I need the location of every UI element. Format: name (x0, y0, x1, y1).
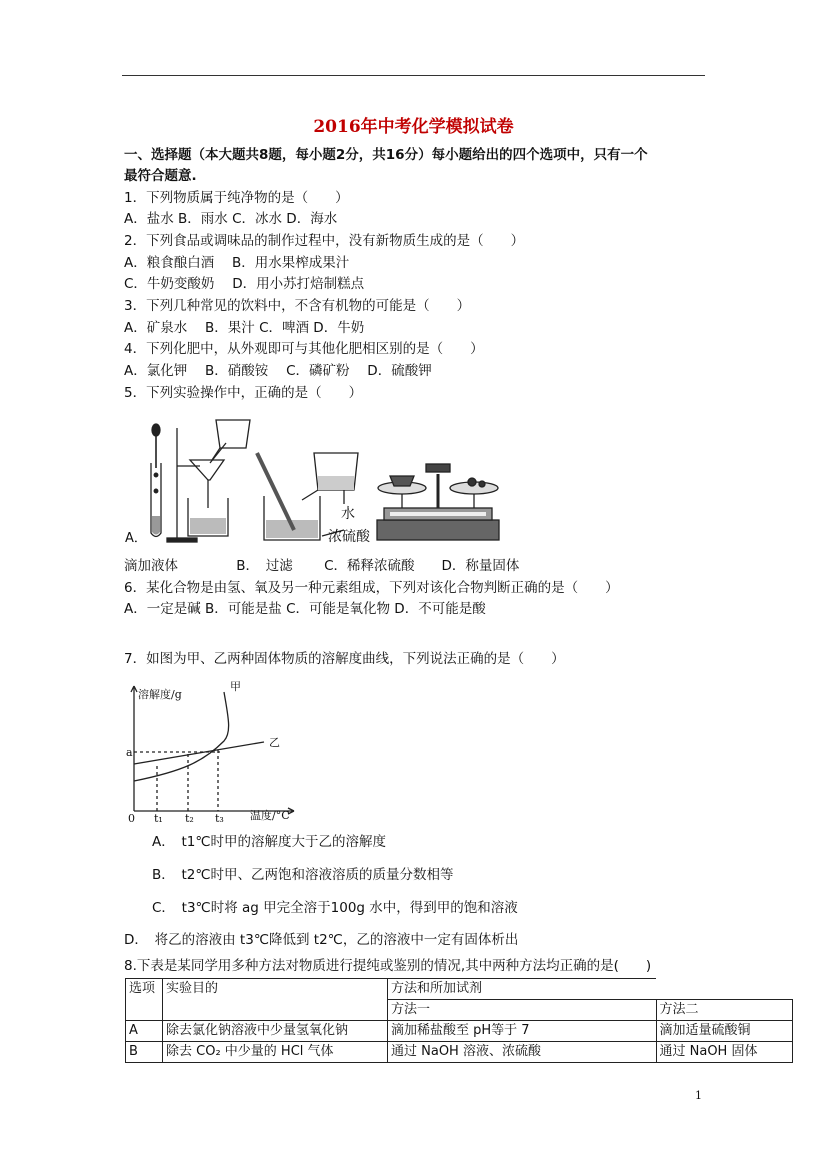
row-a-purpose: 除去氯化钠溶液中少量氢氧化钠 (163, 1021, 388, 1042)
q5-option-a-label: A． (125, 531, 147, 546)
question-7-option-a: A． t1℃时甲的溶解度大于乙的溶解度 (152, 834, 387, 850)
row-b-purpose: 除去 CO₂ 中少量的 HCl 气体 (163, 1042, 388, 1063)
question-7-option-d: D． 将乙的溶液由 t3℃降低到 t2℃，乙的溶液中一定有固体析出 (124, 932, 519, 948)
x-tick-t3: t₃ (215, 812, 224, 824)
section-heading-cont: 最符合题意. (124, 168, 197, 184)
question-1-stem: 1．下列物质属于纯净物的是（ ） (124, 190, 349, 206)
header-rule (122, 75, 705, 76)
question-6-options: A．一定是碱 B．可能是盐 C．可能是氧化物 D．不可能是酸 (124, 601, 486, 617)
header-method1: 方法一 (388, 1000, 657, 1021)
curve-jia-label: 甲 (230, 680, 241, 693)
table-header-row (126, 979, 793, 1000)
water-label: 水 (341, 506, 355, 522)
question-3-stem: 3．下列几种常见的饮料中，不含有机物的可能是（ ） (124, 298, 471, 314)
question-7-option-c: C． t3℃时将 ag 甲完全溶于100g 水中，得到甲的饱和溶液 (152, 900, 518, 916)
x-tick-t1: t₁ (154, 812, 163, 824)
page-title: 2016年中考化学模拟试卷 (313, 117, 514, 137)
y-tick-a: a (126, 746, 133, 759)
question-3-options: A．矿泉水 B．果汁 C．啤酒 D．牛奶 (124, 320, 365, 336)
question-7-option-b: B． t2℃时甲、乙两饱和溶液溶质的质量分数相等 (152, 867, 454, 883)
dropper-icon (151, 424, 161, 537)
question-4-options: A．氯化钾 B．硝酸铵 C．磷矿粉 D．硫酸钾 (124, 363, 432, 379)
curve-jia (134, 692, 229, 781)
question-6-stem: 6．某化合物是由氢、氧及另一种元素组成，下列对该化合物判断正确的是（ ） (124, 580, 619, 596)
header-purpose: 实验目的 (163, 979, 388, 1021)
x-axis-label: 温度/°C (250, 809, 290, 822)
question-5-stem: 5．下列实验操作中，正确的是（ ） (124, 385, 363, 401)
row-a-method2: 滴加适量硫酸铜 (656, 1021, 792, 1042)
table-row (126, 1021, 793, 1042)
origin-label: 0 (128, 812, 135, 824)
row-b-method1: 通过 NaOH 溶液、浓硫酸 (388, 1042, 657, 1063)
question-1-options: A．盐水 B．雨水 C．冰水 D．海水 (124, 211, 338, 227)
dilution-beaker-icon (257, 453, 358, 540)
question-2-options-cd: C．牛奶变酸奶 D．用小苏打焙制糕点 (124, 276, 365, 292)
conc-acid-label: 浓硫酸 (328, 529, 370, 545)
q5-apparatus-figure (122, 408, 522, 550)
table-row (126, 1042, 793, 1063)
curve-yi-label: 乙 (269, 736, 280, 749)
question-4-stem: 4．下列化肥中，从外观即可与其他化肥相区别的是（ ） (124, 341, 484, 357)
header-method2: 方法二 (656, 1000, 792, 1021)
question-5-options: 滴加液体 B． 过滤 C．稀释浓硫酸 D．称量固体 (124, 558, 520, 574)
row-a-method1: 滴加稀盐酸至 pH等于 7 (388, 1021, 657, 1042)
row-b-option: B (126, 1042, 163, 1063)
row-b-method2: 通过 NaOH 固体 (656, 1042, 792, 1063)
question-8-table (125, 978, 793, 1063)
solubility-curve-graph (124, 676, 304, 824)
question-7-stem: 7．如图为甲、乙两种固体物质的溶解度曲线，下列说法正确的是（ ） (124, 651, 565, 667)
header-option: 选项 (126, 979, 163, 1021)
filtration-stand-icon (167, 420, 250, 542)
row-a-option: A (126, 1021, 163, 1042)
question-2-options-ab: A．粮食酿白酒 B．用水果榨成果汁 (124, 255, 350, 271)
question-8-stem: 8.下表是某同学用多种方法对物质进行提纯或鉴别的情况,其中两种方法均正确的是( ) (124, 958, 652, 974)
header-methods: 方法和所加试剂 (388, 979, 657, 1000)
section-heading: 一、选择题（本大题共8题，每小题2分，共16分）每小题给出的四个选项中，只有一个 (124, 147, 648, 163)
y-axis-label: 溶解度/g (138, 688, 182, 701)
question-2-stem: 2．下列食品或调味品的制作过程中，没有新物质生成的是（ ） (124, 233, 525, 249)
page-number: 1 (695, 1089, 702, 1102)
x-tick-t2: t₂ (185, 812, 194, 824)
balance-scale-icon (377, 464, 499, 540)
